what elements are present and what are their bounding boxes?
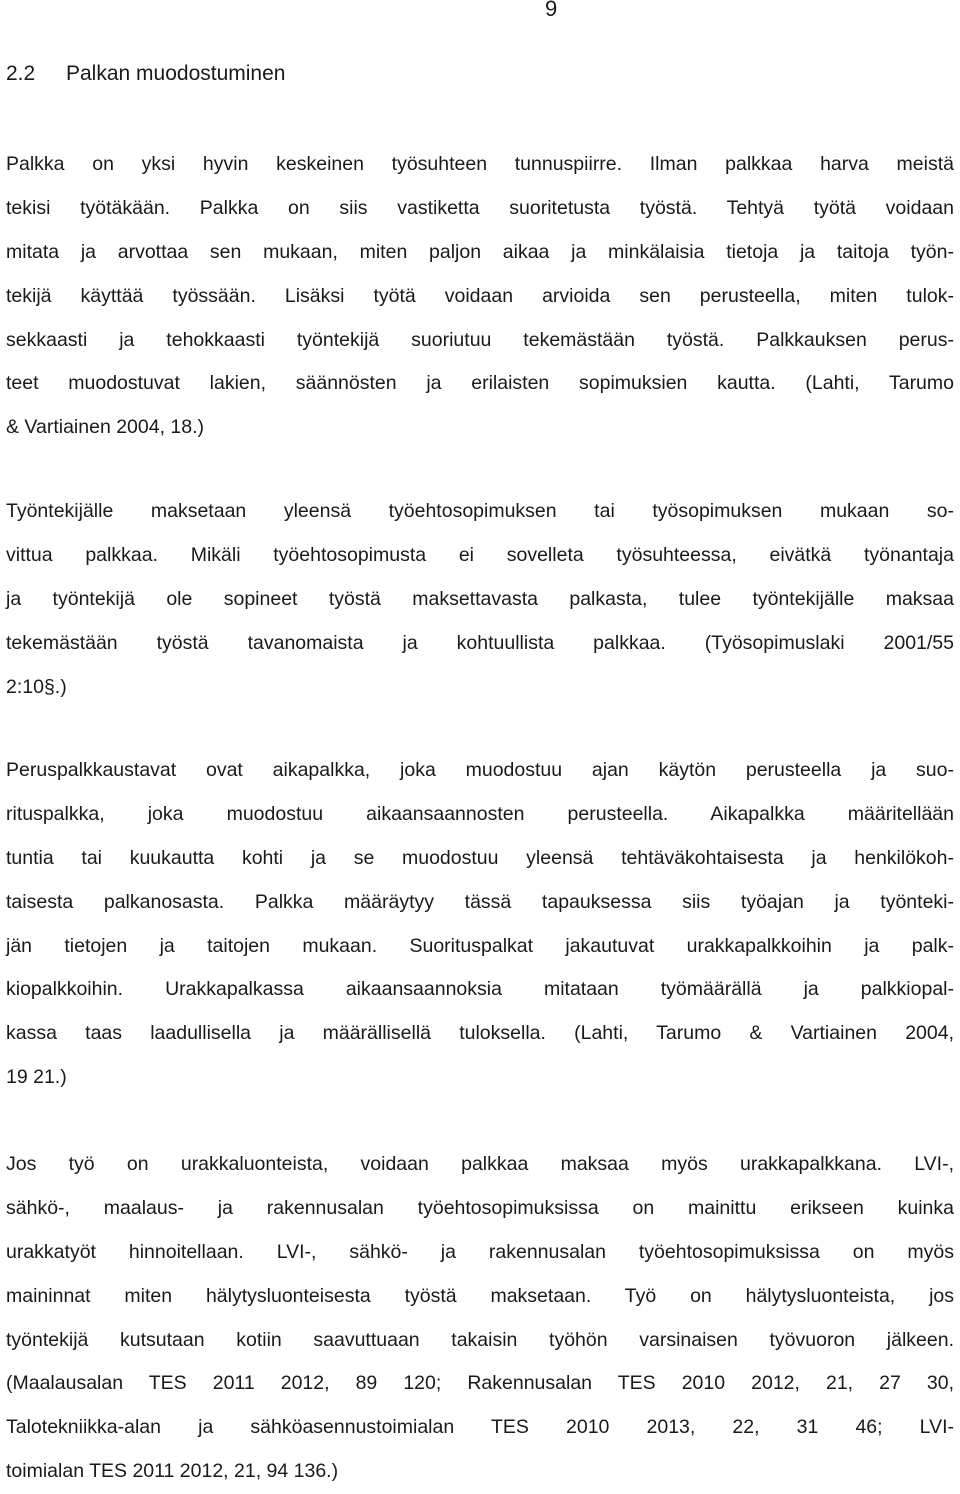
text-line: ja työntekijä ole sopineet työstä maksettavasta palkasta, tulee työntekijälle maksaa: [6, 587, 954, 610]
text-line: 2:10§.): [6, 675, 67, 698]
text-line: mitata ja arvottaa sen mukaan, miten paljon aikaa ja minkälaisia tietoja ja taitoja työn-: [6, 240, 954, 263]
text-line: tekijä käyttää työssään. Lisäksi työtä voidaan arvioida sen perusteella, miten tulok-: [6, 284, 954, 307]
section-title: Palkan muodostuminen: [66, 62, 286, 85]
text-line: vittua palkkaa. Mikäli työehtosopimusta ei sovelleta työsuhteessa, eivätkä työnantaja: [6, 543, 954, 566]
text-line: taisesta palkanosasta. Palkka määräytyy tässä tapauksessa siis työajan ja työnteki-: [6, 890, 954, 913]
text-line: toimialan TES 2011 2012, 21, 94 136.): [6, 1460, 339, 1483]
text-line: sähkö-, maalaus- ja rakennusalan työehtosopimuksissa on mainittu erikseen kuinka: [6, 1196, 954, 1219]
text-line: urakkatyöt hinnoitellaan. LVI-, sähkö- ja rakennusalan työehtosopimuksissa on myös: [6, 1240, 954, 1263]
text-line: (Maalausalan TES 2011 2012, 89 120; Rakennusalan TES 2010 2012, 21, 27 30,: [6, 1372, 954, 1395]
text-line: Palkka on yksi hyvin keskeinen työsuhteen tunnuspiirre. Ilman palkkaa harva meistä: [6, 153, 954, 175]
text-line: Peruspalkkaustavat ovat aikapalkka, joka muodostuu ajan käytön perusteella ja suo-: [6, 759, 954, 781]
text-line: työntekijä kutsutaan kotiin saavuttuaan takaisin työhön varsinaisen työvuoron jälkeen.: [6, 1328, 954, 1351]
text-line: sekkaasti ja tehokkaasti työntekijä suoriutuu tekemästään työstä. Palkkauksen perus-: [6, 328, 954, 351]
paragraph-piecework: [6, 1143, 954, 1494]
text-line: maininnat miten hälytysluonteisesta työstä maksetaan. Työ on hälytysluonteista, jos: [6, 1284, 954, 1307]
text-line: jän tietojen ja taitojen mukaan. Suorituspalkat jakautuvat urakkapalkkoihin ja palk-: [6, 934, 954, 957]
text-line: teet muodostuvat lakien, säännösten ja erilaisten sopimuksien kautta. (Lahti, Tarumo: [6, 372, 954, 395]
text-line: rituspalkka, joka muodostuu aikaansaannosten perusteella. Aikapalkka määritellään: [6, 802, 954, 825]
text-line: Työntekijälle maksetaan yleensä työehtosopimuksen tai työsopimuksen mukaan so-: [6, 500, 954, 522]
section-number: 2.2: [6, 62, 36, 85]
paragraph-pay-methods: [6, 749, 954, 1100]
text-line: tuntia tai kuukautta kohti ja se muodostuu yleensä tehtäväkohtaisesta ja henkilökoh-: [6, 846, 954, 869]
text-line: & Vartiainen 2004, 18.): [6, 416, 205, 439]
text-line: tekemästään työstä tavanomaista ja kohtuullista palkkaa. (Työsopimuslaki 2001/55: [6, 631, 954, 654]
paragraph-salary-definition: [6, 143, 954, 450]
text-line: kiopalkkoihin. Urakkapalkassa aikaansaannoksia mitataan työmäärällä ja palkkiopal-: [6, 978, 954, 1001]
text-line: Jos työ on urakkaluonteista, voidaan palkkaa maksaa myös urakkapalkkana. LVI-,: [6, 1153, 954, 1175]
text-line: tekisi työtäkään. Palkka on siis vastiketta suoritetusta työstä. Tehtyä työtä voidaan: [6, 196, 954, 219]
section-heading: [6, 58, 285, 90]
text-line: Talotekniikka-alan ja sähköasennustoimialan TES 2010 2013, 22, 31 46; LVI-: [6, 1416, 954, 1439]
paragraph-collective-agreement: [6, 490, 954, 709]
text-line: kassa taas laadullisella ja määrällisellä tuloksella. (Lahti, Tarumo & Vartiainen 2004,: [6, 1022, 954, 1045]
page-number: 9: [545, 0, 558, 21]
text-line: 19 21.): [6, 1066, 67, 1089]
